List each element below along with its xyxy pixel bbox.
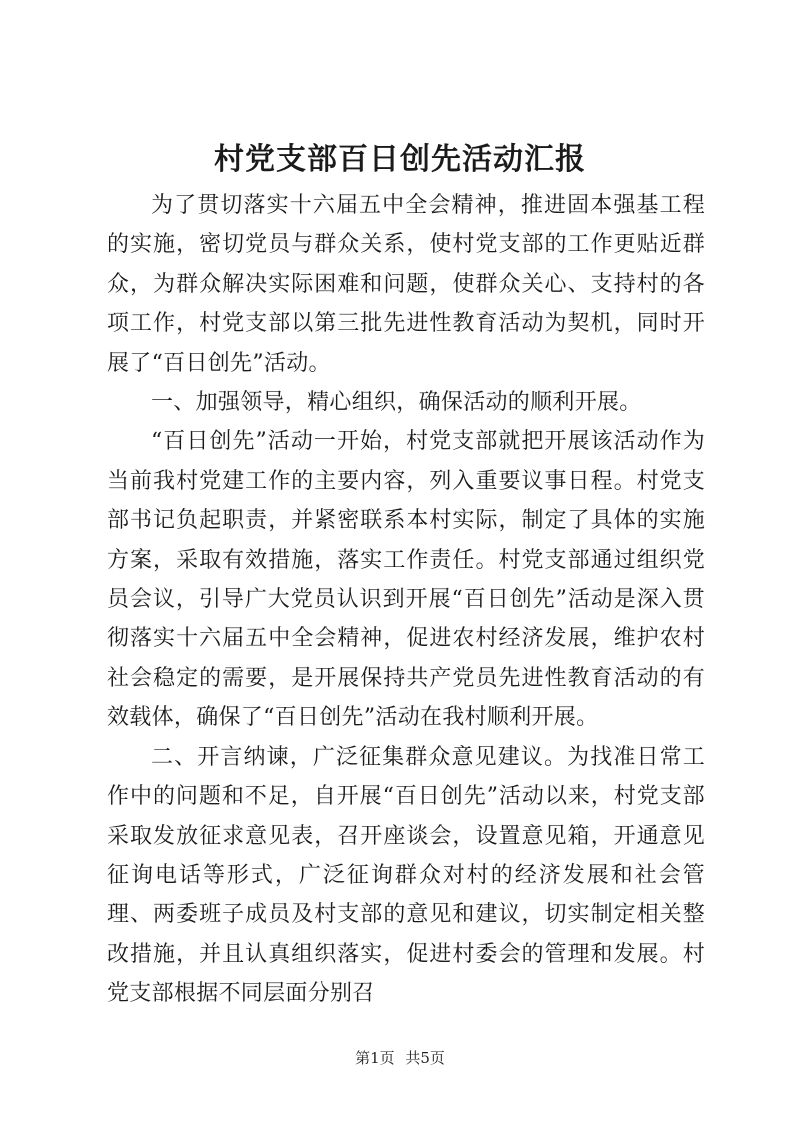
- page-number: 第1页: [355, 1049, 395, 1067]
- paragraph-intro: 为了贯切落实十六届五中全会精神，推进固本强基工程的实施，密切党员与群众关系，使村党支部的工作更贴近群众，为群众解决实际困难和问题，使群众关心、支持村的各项工作，村党支部以第三批先进性教育活动为契机，同时开展了“百日创先”活动。: [107, 193, 705, 376]
- document-title: 村党支部百日创先活动汇报: [214, 142, 586, 177]
- page-footer: [0, 1048, 800, 1068]
- section-heading-1: 一、加强领导，精心组织，确保活动的顺利开展。: [151, 390, 642, 416]
- document-body: [107, 186, 705, 1014]
- page-total: 共5页: [405, 1049, 445, 1067]
- paragraph-section-1: “百日创先”活动一开始，村党支部就把开展该活动作为当前我村党建工作的主要内容，列入重要议事日程。村党支部书记负起职责，并紧密联系本村实际，制定了具体的实施方案，采取有效措施，落实工作责任。村党支部通过组织党员会议，引导广大党员认识到开展“百日创先”活动是深入贯彻落实十六届五中全会精神，促进农村经济发展，维护农村社会稳定的需要，是开展保持共产党员先进性教育活动的有效载体，确保了“百日创先”活动在我村顺利开展。: [107, 429, 705, 731]
- paragraph-section-2: 二、开言纳谏，广泛征集群众意见建议。为找准日常工作中的问题和不足，自开展“百日创先”活动以来，村党支部采取发放征求意见表，召开座谈会，设置意见箱，开通意见征询电话等形式，广泛征询群众对村的经济发展和社会管理、两委班子成员及村支部的意见和建议，切实制定相关整改措施，并且认真组织落实，促进村委会的管理和发展。村党支部根据不同层面分别召: [107, 744, 705, 1007]
